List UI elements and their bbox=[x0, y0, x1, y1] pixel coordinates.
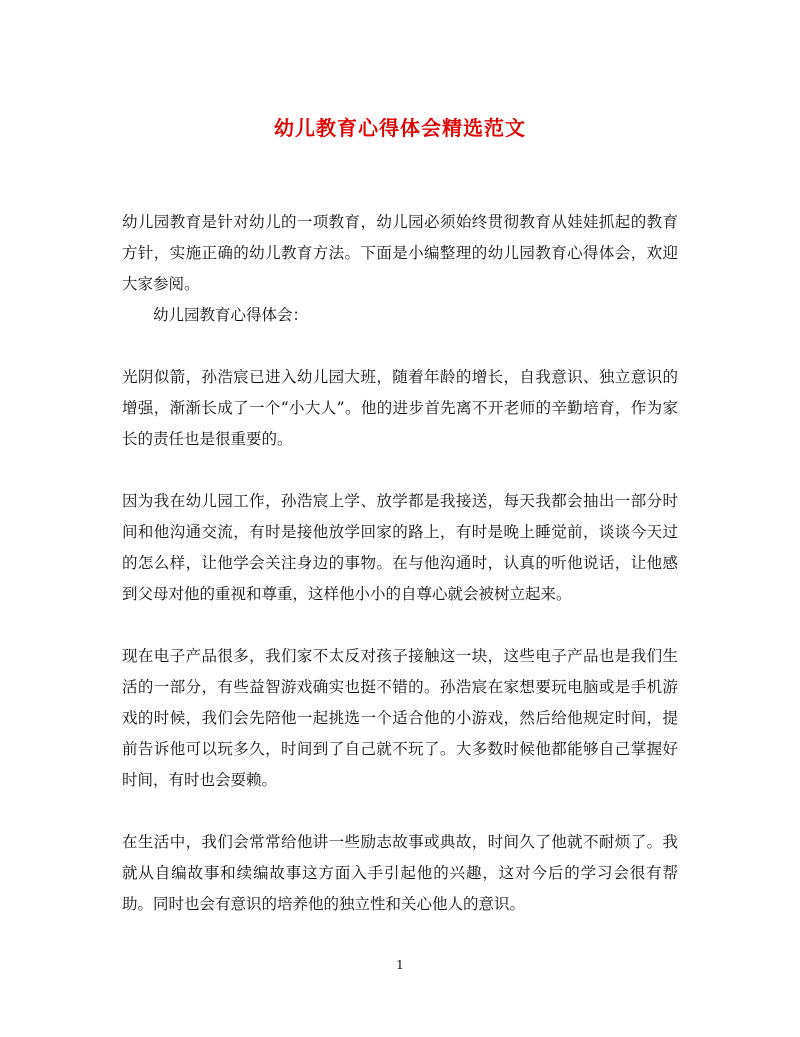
paragraph-growth: 光阴似箭，孙浩宸已进入幼儿园大班，随着年龄的增长，自我意识、独立意识的增强，渐渐长成了一个“小大人”。他的进步首先离不开老师的辛勤培育，作为家长的责任也是很重要的。 bbox=[122, 368, 678, 448]
document-title: 幼儿教育心得体会精选范文 bbox=[274, 116, 526, 140]
paragraph-subheading: 幼儿园教育心得体会： bbox=[153, 306, 309, 324]
paragraph-intro: 幼儿园教育是针对幼儿的一项教育，幼儿园必须始终贯彻教育从娃娃抓起的教育方针，实施正确的幼儿教育方法。下面是小编整理的幼儿园教育心得体会，欢迎大家参阅。 bbox=[122, 213, 678, 293]
paragraph-communication: 因为我在幼儿园工作，孙浩宸上学、放学都是我接送，每天我都会抽出一部分时间和他沟通交流，有时是接他放学回家的路上，有时是晚上睡觉前，谈谈今天过的怎么样，让他学会关注身边的事物。在与他沟通时，认真的听他说话，让他感到父母对他的重视和尊重，这样他小小的自尊心就会被树立起来。 bbox=[122, 492, 678, 603]
paragraph-stories: 在生活中，我们会常常给他讲一些励志故事或典故，时间久了他就不耐烦了。我就从自编故事和续编故事这方面入手引起他的兴趣，这对今后的学习会很有帮助。同时也会有意识的培养他的独立性和关心他人的意识。 bbox=[122, 833, 678, 913]
page-number: 1 bbox=[396, 958, 404, 972]
document-body bbox=[122, 207, 678, 920]
paragraph-electronics: 现在电子产品很多，我们家不太反对孩子接触这一块，这些电子产品也是我们生活的一部分，有些益智游戏确实也挺不错的。孙浩宸在家想要玩电脑或是手机游戏的时候，我们会先陪他一起挑选一个适合他的小游戏，然后给他规定时间，提前告诉他可以玩多久，时间到了自己就不玩了。大多数时候他都能够自己掌握好时间，有时也会耍赖。 bbox=[122, 647, 678, 789]
